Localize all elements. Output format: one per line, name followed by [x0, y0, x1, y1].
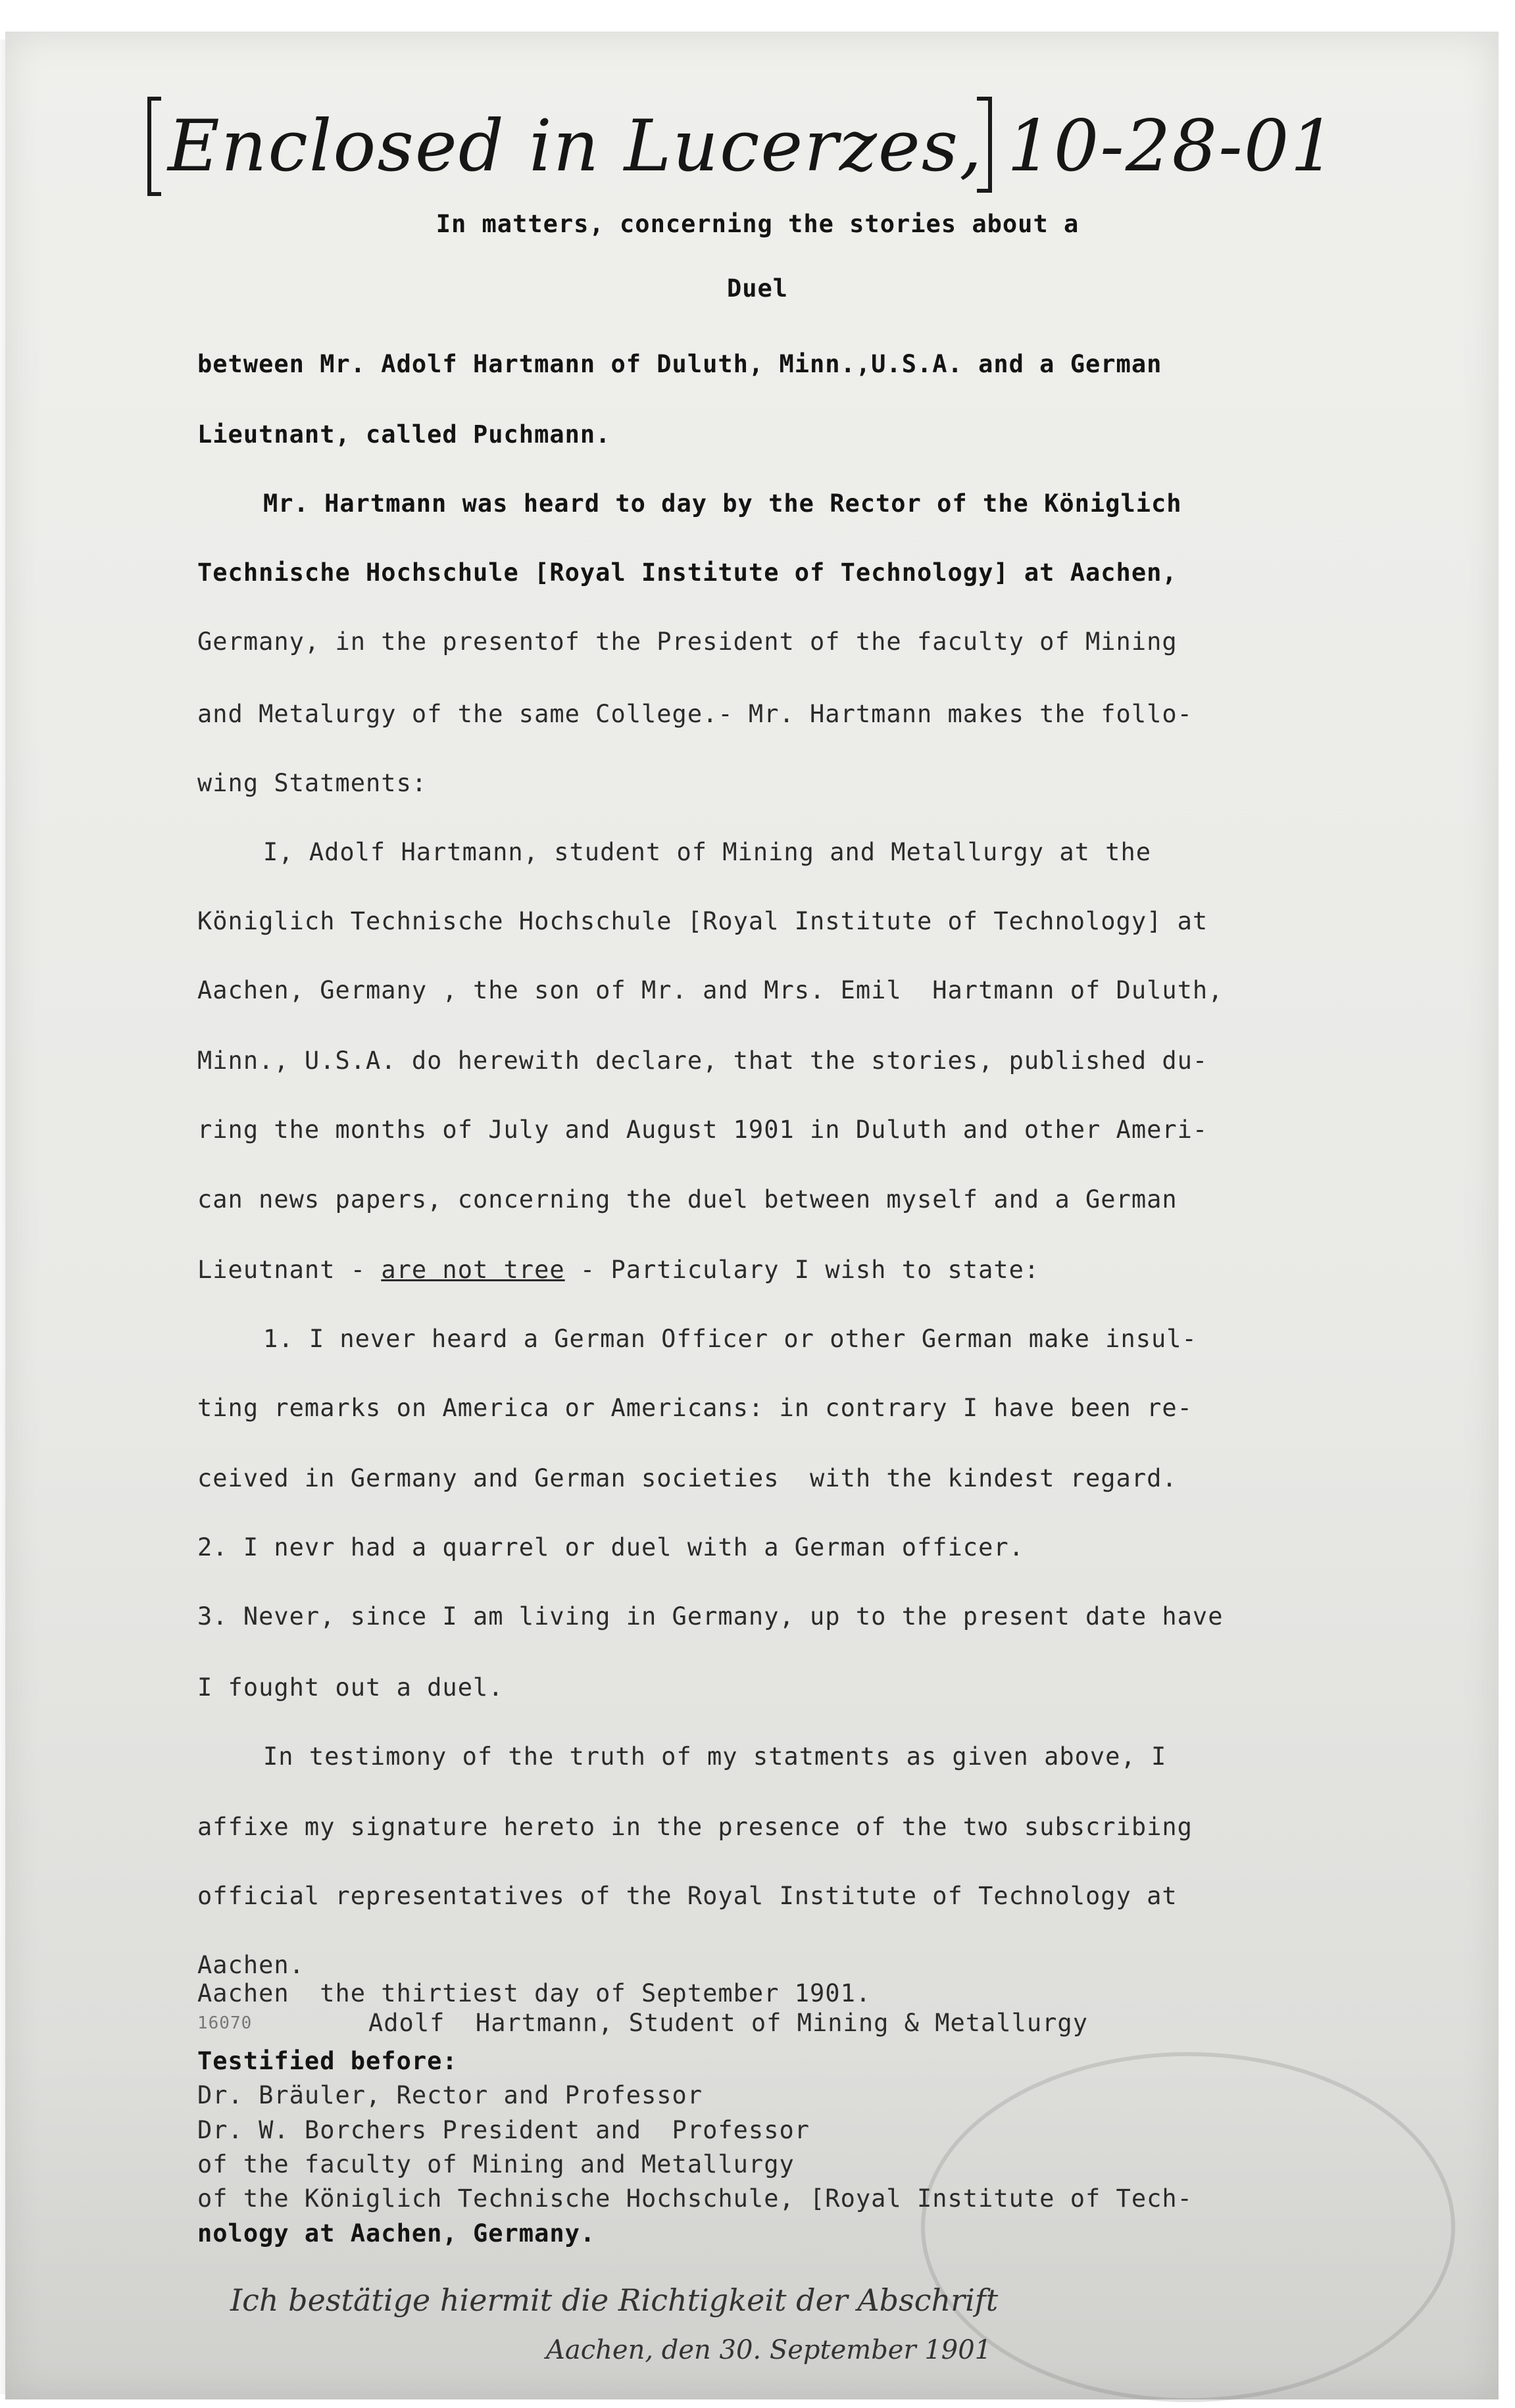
paragraph-2-line-7 [197, 1256, 1039, 1284]
testimony-line-3: official representatives of the Royal Institute of Technology at [197, 1882, 1178, 1910]
paragraph-1-line-2: Technische Hochschule [Royal Institute of Technology] at Aachen, [197, 558, 1178, 587]
item-3-line-2: I fought out a duel. [197, 1673, 504, 1702]
paragraph-2-line-4: Minn., U.S.A. do herewith declare, that the stories, published du- [197, 1046, 1208, 1075]
note-number: 16070 [197, 2013, 253, 2033]
testimony-line-4: Aachen. [197, 1951, 305, 1979]
witness-line-1: Dr. Bräuler, Rector and Professor [197, 2081, 703, 2109]
paragraph-2-line-2: Königlich Technische Hochschule [Royal Institute of Technology] at [197, 907, 1208, 935]
paragraph-1-line-4: and Metalurgy of the same College.- Mr. Hartmann makes the follo- [197, 700, 1193, 728]
paragraph-2-line-1: I, Adolf Hartmann, student of Mining and Metallurgy at the [263, 838, 1152, 866]
paragraph-2-line-5: ring the months of July and August 1901 in Duluth and other Ameri- [197, 1116, 1208, 1144]
paragraph-1-line-1: Mr. Hartmann was heard to day by the Rector of the Königlich [263, 489, 1182, 518]
item-3-line-1: 3. Never, since I am living in Germany, up to the present date have [197, 1602, 1224, 1631]
signer-line: Adolf Hartmann, Student of Mining & Metallurgy [368, 2009, 1088, 2037]
item-1-line-1: 1. I never heard a German Officer or other German make insul- [263, 1325, 1197, 1353]
witness-line-3: of the faculty of Mining and Metallurgy [197, 2150, 795, 2178]
title-line-2: Duel [726, 274, 789, 303]
paragraph-2-last-suffix: - Particulary I wish to state: [564, 1256, 1040, 1284]
title-line-1: In matters, concerning the stories about a [435, 210, 1080, 238]
signature-line-2: Aachen, den 30. September 1901 [546, 2335, 992, 2365]
title-line-3: between Mr. Adolf Hartmann of Duluth, Minn.,U.S.A. and a German [197, 350, 1162, 378]
witness-line-4: of the Königlich Technische Hochschule, [Royal Institute of Tech- [197, 2184, 1193, 2213]
paragraph-2-line-6: can news papers, concerning the duel between myself and a German [197, 1185, 1178, 1214]
paper-sheet [5, 32, 1499, 2399]
paragraph-2-line-3: Aachen, Germany , the son of Mr. and Mrs. Emil Hartmann of Duluth, [197, 976, 1224, 1004]
signature-line-1: Ich bestätige hiermit die Richtigkeit der Abschrift [230, 2282, 999, 2318]
testimony-line-2: affixe my signature hereto in the presence of the two subscribing [197, 1813, 1193, 1841]
signature-area [86, 2263, 1500, 2394]
paragraph-1-line-5: wing Statments: [197, 769, 428, 797]
handwritten-notation: Enclosed in Lucerzes, 10-28-01 [168, 105, 1337, 187]
title-line-4: Lieutnant, called Puchmann. [197, 420, 611, 449]
item-1-line-3: ceived in Germany and German societies with the kindest regard. [197, 1464, 1178, 1492]
paragraph-1-line-3: Germany, in the presentof the President of the faculty of Mining [197, 627, 1178, 656]
testimony-line-1: In testimony of the truth of my statments as given above, I [263, 1742, 1167, 1771]
handwritten-header [141, 79, 1337, 210]
underlined-phrase: are not tree [381, 1256, 565, 1284]
date-line: Aachen the thirtiest day of September 1901. [197, 1979, 872, 2007]
paragraph-2-last-prefix: Lieutnant - [197, 1256, 382, 1284]
witness-line-5: nology at Aachen, Germany. [197, 2219, 596, 2248]
testified-before-label: Testified before: [197, 2047, 458, 2075]
witness-line-2: Dr. W. Borchers President and Professor [197, 2116, 810, 2144]
item-2-line: 2. I nevr had a quarrel or duel with a German officer. [197, 1533, 1024, 1561]
item-1-line-2: ting remarks on America or Americans: in contrary I have been re- [197, 1394, 1193, 1422]
